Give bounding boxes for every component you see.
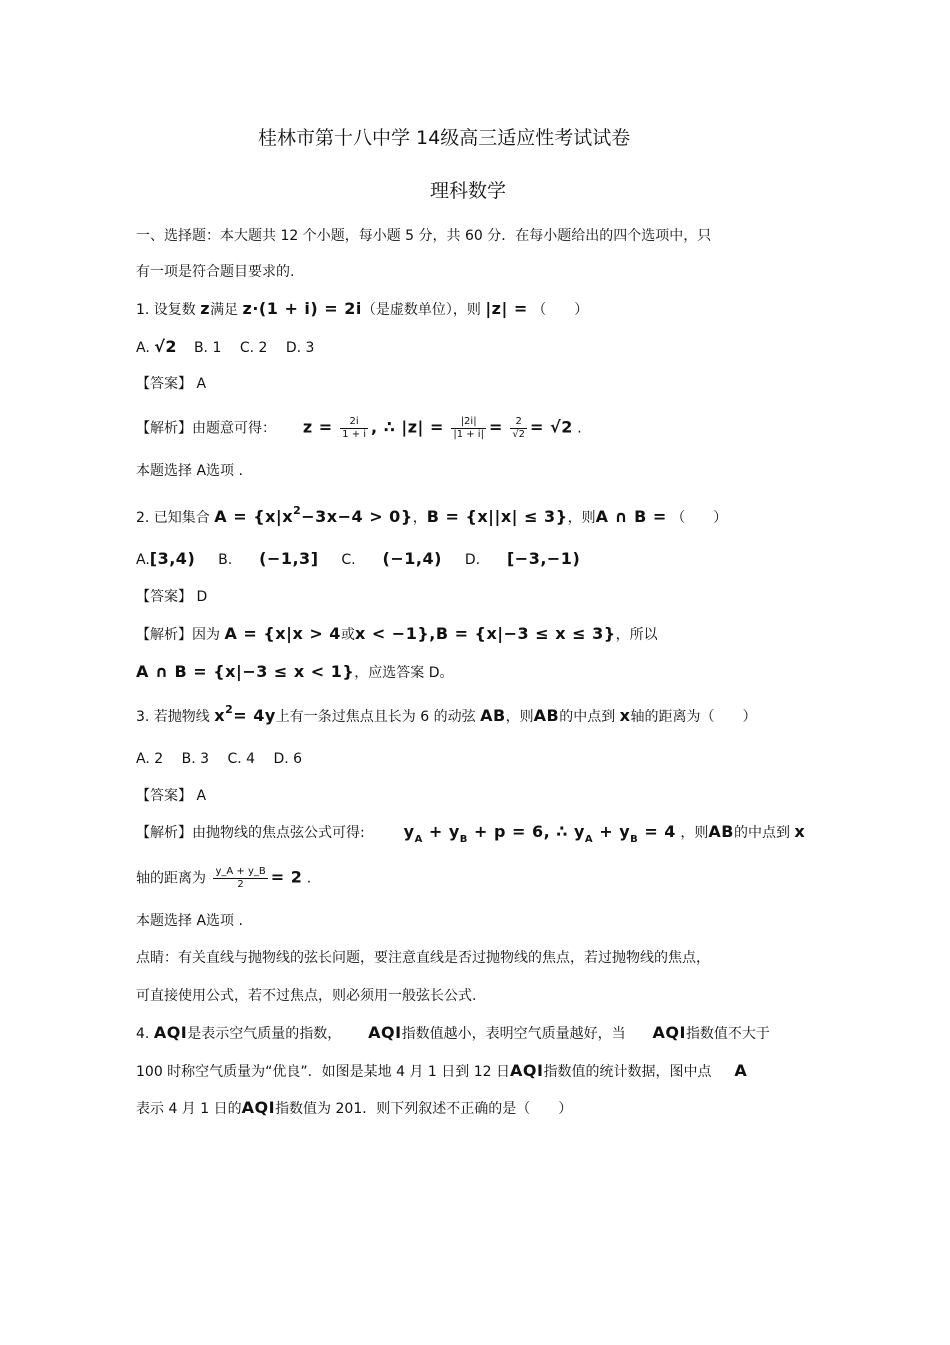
q1-abs-z: |z| = xyxy=(485,299,528,318)
q1-sol-mid: , ∴ |z| = xyxy=(371,417,444,437)
q4-text5: 指数值的统计数据，图中点 xyxy=(543,1064,712,1080)
q2-sol-label: 【解析】因为 xyxy=(136,627,220,643)
q3-sol-ab: AB xyxy=(708,822,734,841)
q1-sol-z: z = xyxy=(302,417,333,437)
q3-frac: $\frac{y\_A + y\_B}{2}$ xyxy=(215,866,266,890)
q2-solution xyxy=(136,624,658,645)
q1-sol-end: = √2 xyxy=(530,417,573,437)
q2-sol-b: x < −1},B = {x|−3 ≤ x ≤ 3} xyxy=(354,624,616,643)
q1-solution xyxy=(136,416,582,441)
q1-sol-eq: = xyxy=(488,417,503,437)
q1-paren: （ ） xyxy=(532,302,589,318)
page-subtitle: 理科数学 xyxy=(430,180,507,202)
q2-paren: （ ） xyxy=(671,510,728,526)
q1-answer: 【答案】 A xyxy=(136,376,207,392)
q1-opt-a: A. xyxy=(136,340,150,356)
q3-sol-formula: $y_A + y_B + p = 6$, ∴ $y_A + y_B = 4$ xyxy=(403,822,676,845)
q3-stem xyxy=(136,703,757,728)
q4-stem-cont2 xyxy=(136,1098,572,1119)
q4-aqi: AQI xyxy=(153,1023,188,1042)
q3-solution-cont xyxy=(136,866,311,891)
q3-sol-x: x xyxy=(794,822,806,841)
q3-sol-mid: 的中点到 xyxy=(733,825,790,841)
q3-text: 上有一条过焦点且长为 6 的动弦 xyxy=(275,709,476,725)
q3-ab2: AB xyxy=(533,706,560,725)
section-instructions-cont: 有一项是符合题目要求的. xyxy=(136,264,295,280)
q4-stem-cont xyxy=(136,1061,747,1082)
q1-conclusion: 本题选择 A选项 . xyxy=(136,463,243,479)
q2-opt-d-value: [−3,−1) xyxy=(506,549,581,568)
q4-aqi: AQI xyxy=(368,1023,402,1042)
q1-opt-rest: B. 1 C. 2 D. 3 xyxy=(193,340,315,356)
q3-sol-result: = 2 xyxy=(270,867,303,887)
q3-ab: AB xyxy=(480,706,506,725)
q1-text2: （是虚数单位），则 xyxy=(361,302,481,318)
q4-text1: 是表示空气质量的指数， xyxy=(187,1026,342,1042)
q1-equation: z·(1 + i) = 2i xyxy=(242,299,362,318)
q3-note: 点睛：有关直线与抛物线的弦长问题，要注意直线是否过抛物线的焦点，若过抛物线的焦点， xyxy=(136,950,710,966)
page-title: 桂林市第十八中学 14级高三适应性考试试卷 xyxy=(258,127,631,149)
q1-frac1: $\frac{2i}{1 + i}$ xyxy=(342,416,367,440)
q1-options xyxy=(136,337,314,358)
q2-opt-c: C. xyxy=(341,552,356,568)
q4-text3: 指数值不大于 xyxy=(685,1026,770,1042)
q2-stem xyxy=(136,504,728,529)
q1-sol-dot: . xyxy=(577,420,582,437)
q2-opt-d: D. xyxy=(464,552,481,568)
q1-prefix: 1. 设复数 xyxy=(136,302,196,318)
q2-sol-a: A = {x|x > 4 xyxy=(224,624,341,643)
q3-mid: 的中点到 xyxy=(559,709,616,725)
q3-axis: 轴的距离为（ ） xyxy=(630,709,757,725)
q3-sol-dot: . xyxy=(306,870,312,887)
q3-prefix: 3. 若抛物线 xyxy=(136,709,210,725)
q1-text: 满足 xyxy=(210,302,239,318)
q3-note-cont: 可直接使用公式，若不过焦点，则必须用一般弦长公式. xyxy=(136,988,477,1004)
q4-aqi: AQI xyxy=(241,1098,276,1117)
q1-stem xyxy=(136,299,588,320)
q2-set-b: B = {x||x| ≤ 3} xyxy=(426,507,568,526)
q2-then: ，则 xyxy=(567,510,596,526)
q3-sol-label: 【解析】由抛物线的焦点弦公式可得: xyxy=(136,825,365,841)
q2-sol-so: ，所以 xyxy=(615,627,658,643)
q1-frac3: $\frac{2}{√2}$ xyxy=(512,416,526,440)
q3-options: A. 2 B. 3 C. 4 D. 6 xyxy=(136,751,303,767)
q2-prefix: 2. 已知集合 xyxy=(136,510,210,526)
q4-prefix: 4. xyxy=(136,1026,150,1042)
q2-options xyxy=(136,549,580,570)
q3-sol-axis: 轴的距离为 xyxy=(136,870,206,887)
q2-set-a: $A = \{x|x^2-3x-4 > 0\}$ xyxy=(214,504,413,526)
q3-conclusion: 本题选择 A选项 . xyxy=(136,913,243,929)
q2-answer: 【答案】 D xyxy=(136,589,208,605)
q2-opt-c-value: (−1,4) xyxy=(382,549,442,568)
q2-comma: ， xyxy=(412,510,427,526)
q4-text7: 指数值为 201．则下列叙述不正确的是（ ） xyxy=(275,1101,573,1117)
q4-point-a: A xyxy=(734,1061,748,1080)
q2-intersection: A ∩ B = xyxy=(595,507,667,526)
q3-answer: 【答案】 A xyxy=(136,788,207,804)
q4-aqi: AQI xyxy=(652,1023,686,1042)
q4-stem xyxy=(136,1023,770,1044)
q1-frac2: $\frac{|2i|}{|1 + i|}$ xyxy=(453,416,484,440)
q4-text6: 表示 4 月 1 日的 xyxy=(136,1101,242,1117)
q3-x: x xyxy=(619,706,631,725)
q1-var-z: z xyxy=(200,299,211,318)
q3-sol-then: ，则 xyxy=(680,825,709,841)
q4-aqi: AQI xyxy=(510,1061,544,1080)
q2-opt-b-value: (−1,3] xyxy=(259,549,319,568)
q2-sol-result: A ∩ B = {x|−3 ≤ x < 1} xyxy=(136,662,355,681)
q2-solution-cont xyxy=(136,662,454,683)
q2-opt-a: A. xyxy=(136,552,150,568)
q3-parabola: $x^2= 4y$ xyxy=(214,703,276,725)
q1-sol-label: 【解析】由题意可得： xyxy=(136,420,276,437)
q1-opt-a-value: √2 xyxy=(154,337,178,356)
q2-sol-or: 或 xyxy=(340,627,355,643)
section-instructions: 一、选择题：本大题共 12 个小题，每小题 5 分，共 60 分．在每小题给出的四个选项中，只 xyxy=(136,228,712,244)
q4-text4: 100 时称空气质量为“优良”．如图是某地 4 月 1 日到 12 日 xyxy=(136,1064,511,1080)
q3-then: ，则 xyxy=(505,709,534,725)
q2-opt-b: B. xyxy=(218,552,233,568)
q4-text2: 指数值越小，表明空气质量越好，当 xyxy=(401,1026,626,1042)
q2-opt-a-value: [3,4) xyxy=(149,549,196,568)
q2-sol-end: ，应选答案 D。 xyxy=(354,665,454,681)
q3-solution xyxy=(136,822,805,845)
